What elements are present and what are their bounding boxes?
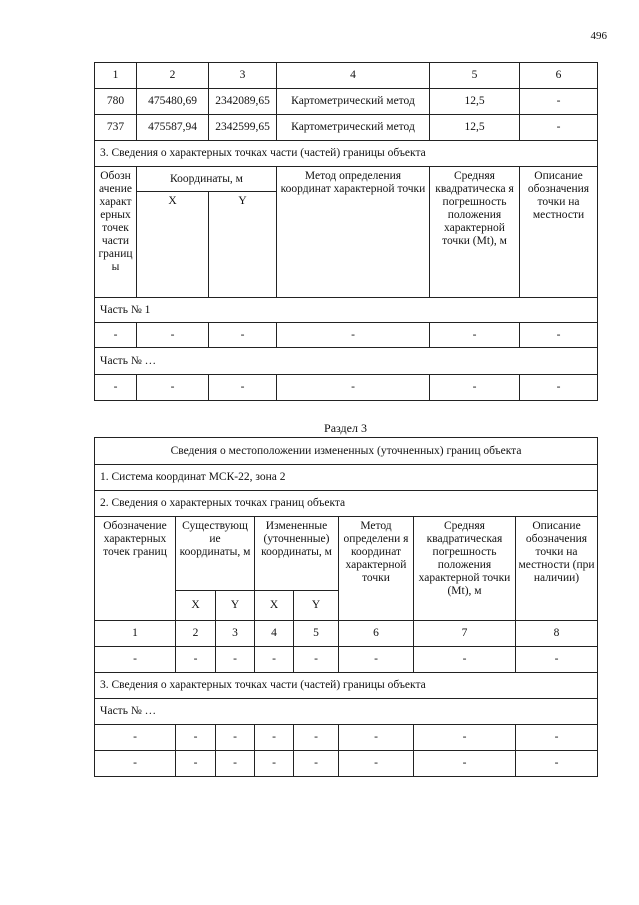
table-cell: - [520,375,598,401]
table-cell: 475587,94 [137,115,209,141]
table-cell: 737 [95,115,137,141]
table-cell: - [516,725,598,751]
table-cell: - [216,647,255,673]
col-number-cell: 5 [430,63,520,89]
table-title: Сведения о местоположении измененных (уточненных) границ объекта [95,438,598,465]
table-cell: - [520,323,598,348]
table-cell: 12,5 [430,89,520,115]
header-y-existing: Y [216,591,255,621]
part-label: Часть № … [95,699,598,725]
parts-heading: 3. Сведения о характерных точках части (частей) границы объекта [95,141,598,167]
header-x: X [137,192,209,298]
table-cell: Картометрический метод [277,115,430,141]
header-error: Средняя квадратическа я погрешность положения характерной точки (Mt), м [430,167,520,298]
table-cell: 780 [95,89,137,115]
col-number-cell: 2 [137,63,209,89]
table-cell: - [176,725,216,751]
table-cell: - [516,647,598,673]
parts-heading: 3. Сведения о характерных точках части (частей) границы объекта [95,673,598,699]
table-cell: - [209,375,277,401]
table-cell: - [95,751,176,777]
table-cell: - [516,751,598,777]
col-number-cell: 8 [516,621,598,647]
table-cell: - [255,725,294,751]
col-number-cell: 1 [95,63,137,89]
table-cell: - [277,375,430,401]
points-heading: 2. Сведения о характерных точках границ объекта [95,491,598,517]
table-cell: - [137,375,209,401]
header-point-designation: Обозн ачение характ ерных точек части границ ы [95,167,137,298]
table-cell: - [255,751,294,777]
table-section3 [94,437,598,777]
table-row [95,115,598,141]
table-cell: - [137,323,209,348]
header-y-changed: Y [294,591,339,621]
table-cell: - [430,375,520,401]
header-description: Описание обозначения точки на местности [520,167,598,298]
table-section2-continuation [94,62,598,401]
table-cell: - [430,323,520,348]
section-title: Раздел 3 [324,421,367,435]
table-row [95,375,598,401]
col-number-cell: 3 [216,621,255,647]
table-cell: - [255,647,294,673]
header-x-existing: X [176,591,216,621]
table-row [95,751,598,777]
table-row [95,323,598,348]
coordinate-system: 1. Система координат МСК-22, зона 2 [95,465,598,491]
table-cell: - [216,751,255,777]
table-cell: - [209,323,277,348]
table-cell: Картометрический метод [277,89,430,115]
col-number-cell: 4 [277,63,430,89]
part-label: Часть № … [95,348,598,375]
header-existing-coords: Существующ ие координаты, м [176,517,255,591]
table-row [95,725,598,751]
table-cell: - [294,725,339,751]
part-label: Часть № 1 [95,298,598,323]
header-x-changed: X [255,591,294,621]
table-cell: - [520,89,598,115]
header-coordinates: Координаты, м [137,167,277,192]
table-cell: - [176,647,216,673]
table-cell: - [294,751,339,777]
table-row [95,647,598,673]
header-y: Y [209,192,277,298]
header-point-designation: Обозначение характерных точек границ [95,517,176,621]
table-cell: - [294,647,339,673]
page-number: 496 [590,30,607,42]
table-cell: - [414,751,516,777]
table-row [95,89,598,115]
col-number-cell: 3 [209,63,277,89]
table-cell: 2342089,65 [209,89,277,115]
table-column-number-row [95,621,598,647]
col-number-cell: 5 [294,621,339,647]
table-cell: - [277,323,430,348]
header-error: Средняя квадратическая погрешность положения характерной точки (Mt), м [414,517,516,621]
table-cell: - [520,115,598,141]
col-number-cell: 7 [414,621,516,647]
table-cell: 2342599,65 [209,115,277,141]
header-method: Метод определени я координат характерной точки [339,517,414,621]
table-cell: - [95,647,176,673]
table-cell: - [339,751,414,777]
table-cell: 475480,69 [137,89,209,115]
table-cell: - [95,725,176,751]
col-number-cell: 4 [255,621,294,647]
table-cell: - [95,375,137,401]
header-method: Метод определения координат характерной точки [277,167,430,298]
col-number-cell: 1 [95,621,176,647]
col-number-cell: 6 [520,63,598,89]
table-cell: - [95,323,137,348]
table-cell: - [339,647,414,673]
col-number-cell: 2 [176,621,216,647]
table-cell: - [216,725,255,751]
header-description: Описание обозначения точки на местности (при наличии) [516,517,598,621]
table-cell: - [176,751,216,777]
table-cell: - [339,725,414,751]
table-column-number-row [95,63,598,89]
table-cell: - [414,647,516,673]
table-cell: 12,5 [430,115,520,141]
col-number-cell: 6 [339,621,414,647]
table-cell: - [414,725,516,751]
header-changed-coords: Измененные (уточненные) координаты, м [255,517,339,591]
